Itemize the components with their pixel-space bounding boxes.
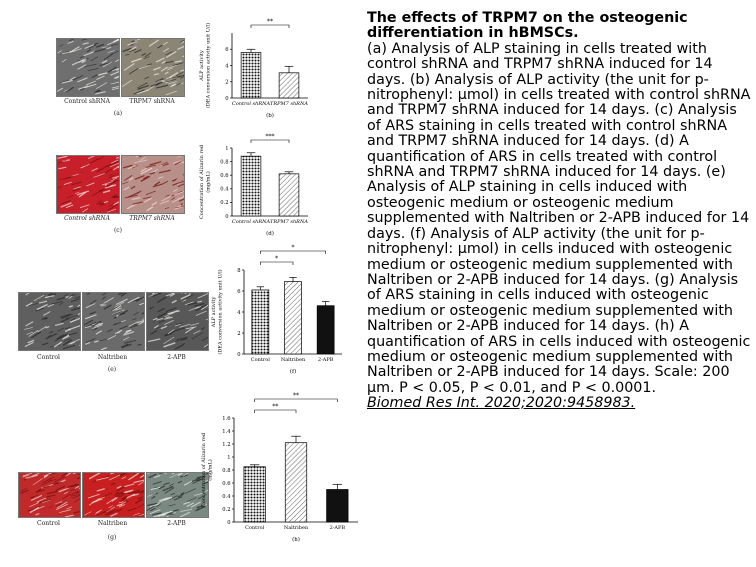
chart-f-category-label: Naltriben [280,357,306,363]
chart-h-ytick-label: 0.2 [222,506,231,513]
chart-b-category-label: TRPM7 shRNA [270,101,308,107]
micrograph-c-trpm7 [121,155,185,214]
chart-d-category-label: TRPM7 shRNA [270,219,308,225]
chart-f-ytick-label: 8 [237,267,241,274]
chart-h-bar [244,467,265,522]
chart-b-bar [279,73,299,98]
chart-f-ytick-label: 0 [237,351,241,358]
chart-d-svg [194,122,314,238]
figure-caption [367,11,753,412]
chart-f [206,240,348,376]
label-a-trpm7: TRPM7 shRNA [129,98,175,105]
chart-b-svg [194,8,314,120]
caption-title: The effects of TRPM7 on the osteogenic differentiation in hBMSCs. [367,10,688,42]
micrograph-e-control-texture [19,293,80,350]
chart-f-svg [206,240,348,376]
micrograph-c-trpm7-texture [122,156,184,213]
micrograph-e-naltriben [82,292,145,351]
chart-b-panel-letter: (b) [266,113,274,119]
chart-h-ytick-label: 0.8 [222,467,231,474]
micrograph-a-trpm7 [121,38,185,97]
panel-letter-e: (e) [107,366,117,373]
chart-f-ylabel: ALP activity [211,296,217,328]
chart-h-category-label: Naltriben [283,525,309,531]
chart-h-ytick-label: 1.2 [222,441,231,448]
label-e-2apb: 2-APB [167,354,186,361]
chart-f-sig-label: * [275,255,279,263]
chart-d-panel-letter: (d) [266,231,274,237]
chart-f-bar [252,290,269,354]
label-e-naltriben: Naltriben [97,354,128,361]
chart-f-category-label: Control [250,357,270,363]
chart-d-bar [279,174,299,216]
chart-f-ytick-label: 6 [237,288,241,295]
chart-h-bar [285,443,306,522]
chart-h-ylabel: Concentration of Alizarin red [201,432,207,508]
chart-f-sig-label: * [291,244,295,252]
chart-h-category-label: Control [245,525,265,531]
micrograph-a-control-texture [57,39,119,96]
label-a-control: Control shRNA [64,98,110,105]
chart-h-panel-letter: (h) [292,537,300,543]
chart-h-ytick-label: 1 [227,454,231,461]
chart-b-ytick-label: 0 [225,95,229,102]
chart-b-category-label: Control shRNA [231,101,271,107]
label-e-control: Control [37,354,60,361]
chart-d-bar [241,156,261,216]
chart-d-category-label: Control shRNA [231,219,271,225]
chart-d-ytick-label: 1 [225,145,229,152]
micrograph-e-naltriben-texture [83,293,144,350]
chart-f-ytick-label: 2 [237,330,241,337]
chart-b-ylabel: (DEA conversion activity unit U/l) [205,22,212,109]
chart-d-ytick-label: 0.2 [220,200,229,207]
chart-b [194,8,314,120]
caption-body: (a) Analysis of ALP staining in cells treated with control shRNA and TRPM7 shRNA induced for 14 days. (b) Analysis of ALP activity (the unit for p-nitrophenyl: μmol) in cells treated with control shRNA and TRPM7 shRNA induced for 14 days. (c) Analysis of ARS staining in cells treated with control shRNA and TRPM7 shRNA induced for 14 days. (d) A quantification of ARS in cells treated with control shRNA and TRPM7 shRNA induced for 14 days. (e) Analysis of ALP staining in cells induced with osteogenic medium or osteogenic medium supplemented with Naltriben or 2-APB induced for 14 days. (f) Analysis of ALP activity (the unit for p-nitrophenyl: μmol) in cells induced with osteogenic medium or osteogenic medium supplemented with Naltriben or 2-APB induced for 14 days. (g) Analysis of ARS staining in cells induced with osteogenic medium or osteogenic medium supplemented with Naltriben or 2-APB induced for 14 days. (h) A quantification of ARS in cells induced with osteogenic medium or osteogenic medium supplemented with Naltriben or 2-APB induced for 14 days. Scale: 200 μm. P < 0.05, P < 0.01, and P < 0.0001. [367,40,751,396]
chart-h-bar [327,490,348,523]
panel-letter-c: (c) [113,227,123,234]
chart-b-ylabel: ALP activity [199,50,205,81]
chart-d [194,122,314,238]
chart-b-sig-label: ** [267,18,273,26]
micrograph-e-2apb-texture [147,293,208,350]
chart-h-ylabel: (mg/mL) [207,459,214,481]
chart-b-ytick-label: 4 [225,63,229,70]
chart-b-ytick-label: 2 [225,79,229,86]
micrograph-e-control [18,292,81,351]
chart-h-svg [196,382,364,544]
label-g-control: Control [37,520,60,527]
chart-f-ytick-label: 4 [237,309,241,316]
chart-h-sig-label: ** [293,392,299,400]
chart-h-ytick-label: 0 [227,519,231,526]
chart-h [196,382,364,544]
chart-f-bar [285,282,302,354]
chart-d-ytick-label: 0.6 [220,173,229,179]
micrograph-g-naltriben [82,472,145,518]
label-g-2apb: 2-APB [167,520,186,527]
micrograph-a-control [56,38,120,97]
chart-b-ytick-label: 6 [225,47,229,54]
chart-d-ytick-label: 0.8 [220,159,229,166]
chart-h-sig-label: ** [272,403,279,411]
micrograph-g-control [18,472,81,518]
label-c-trpm7: TRPM7 shRNA [129,215,175,222]
chart-h-ytick-label: 1.6 [222,415,231,422]
micrograph-g-control-texture [19,473,80,517]
chart-h-ytick-label: 1.4 [222,428,231,435]
chart-f-ylabel: (DEA conversion activity unit U/l) [217,269,224,355]
chart-d-ylabel: Concentration of Alizarin red [199,144,205,220]
micrograph-e-2apb [146,292,209,351]
chart-b-bar [241,53,261,99]
micrograph-a-trpm7-texture [122,39,184,96]
panel-letter-g: (g) [107,534,117,541]
chart-f-category-label: 2-APB [317,357,334,363]
micrograph-g-naltriben-texture [83,473,144,517]
micrograph-c-control [56,155,120,214]
caption-citation-link[interactable]: Biomed Res Int. 2020;2020:9458983. [367,395,636,412]
chart-f-panel-letter: (f) [289,369,297,375]
chart-h-category-label: 2-APB [329,525,346,531]
chart-d-ytick-label: 0.4 [220,186,229,193]
chart-f-bar [317,306,334,354]
chart-d-ytick-label: 0 [225,213,229,220]
label-c-control: Control shRNA [64,215,110,222]
chart-h-ytick-label: 0.6 [222,480,231,487]
panel-letter-a: (a) [113,110,123,117]
chart-d-sig-label: *** [265,133,275,141]
label-g-naltriben: Naltriben [97,520,128,527]
chart-d-ylabel: (mg/mL) [205,171,212,193]
micrograph-c-control-texture [57,156,119,213]
chart-h-ytick-label: 0.4 [222,493,231,500]
